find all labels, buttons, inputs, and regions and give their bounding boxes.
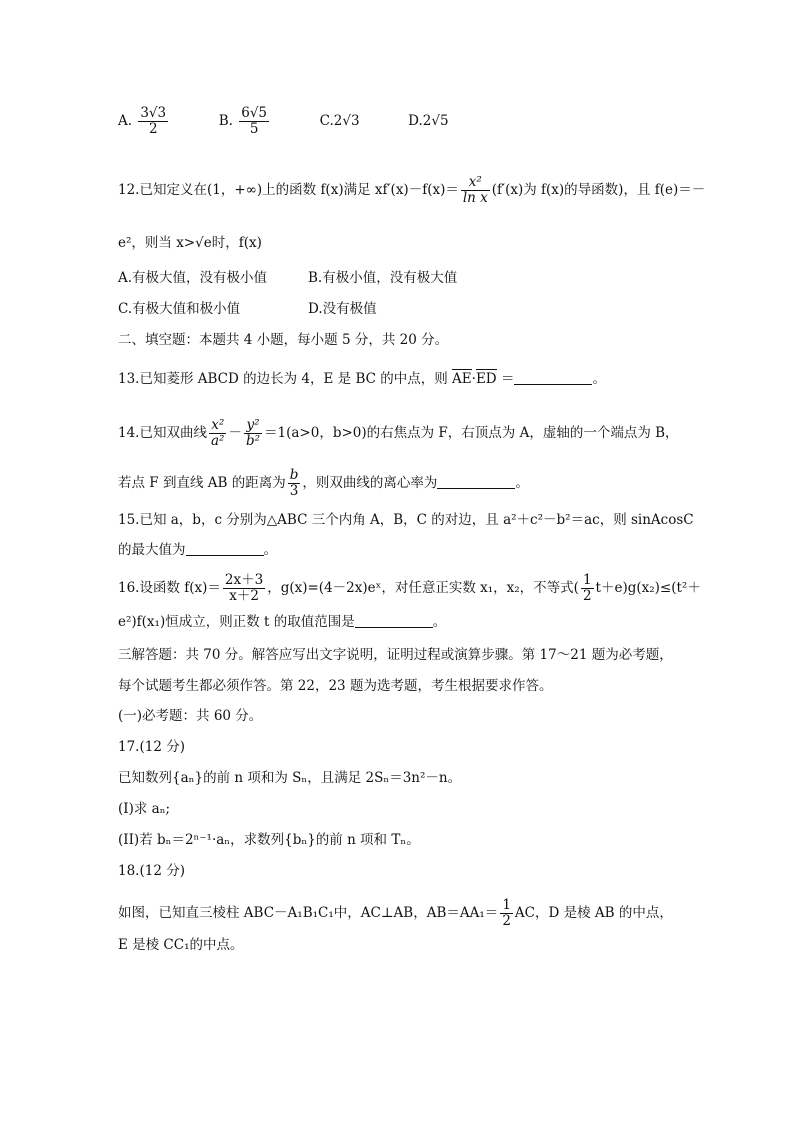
vector-ae: AE xyxy=(452,371,472,387)
q12-option-a: A.有极大值，没有极小值 xyxy=(118,270,268,286)
q15-stem: 15.已知 a，b，c 分别为△ABC 三个内角 A，B，C 的对边，且 a²＋c²－b²＝ac，则 sinAcosC xyxy=(118,512,694,528)
q16-stem-line2: e²)f(x₁)恒成立，则正数 t 的取值范围是 。 xyxy=(118,614,447,630)
q12-stem: 12.已知定义在(1，+∞)上的函数 f(x)满足 xf′(x)－f(x)＝ $\frac{\text{x²}}{\text{ln x}}$ (f′(x)为 f(x)的导函数)，且 f(e)＝－ xyxy=(118,174,706,206)
q14-stem: 14.已知双曲线 $\frac{\text{x²}}{\text{a²}}$ － $\frac{\text{y²}}{\text{b²}}$ ＝1(a>0，b>0)的右焦点为 F，右顶点为 A，虚轴的一个端点为 B， xyxy=(118,417,679,449)
section-2-heading: 二、填空题：本题共 4 小题，每小题 5 分，共 20 分。 xyxy=(118,332,449,348)
option-a: A. $\frac{3√3}{2}$ xyxy=(118,105,167,137)
q12-fraction: $\frac{\text{x²}}{\text{ln x}}$ xyxy=(462,174,488,206)
q16-half-fraction: $\frac{1}{2}$ xyxy=(582,572,592,604)
q14-answer-blank[interactable] xyxy=(437,474,515,489)
q14-stem-line2: 若点 F 到直线 AB 的距离为 $\frac{b}{3}$ ，则双曲线的离心率为 。 xyxy=(118,467,529,499)
q12-option-d: D.没有极值 xyxy=(308,301,377,317)
vector-ed: ED xyxy=(475,371,497,387)
option-b-fraction: $\frac{6√5}{5}$ xyxy=(241,105,268,137)
q13: 13.已知菱形 ABCD 的边长为 4，E 是 BC 的中点，则 AE·ED ＝ 。 xyxy=(118,371,606,387)
q18-heading: 18.(12 分) xyxy=(118,863,185,879)
option-b: B. $\frac{6√5}{5}$ xyxy=(218,105,268,137)
required-section-heading: (一)必考题：共 60 分。 xyxy=(118,708,263,724)
q11-options xyxy=(118,106,449,137)
q18-half-fraction: $\frac{1}{2}$ xyxy=(502,897,511,929)
section-3-heading: 三解答题：共 70 分。解答应写出文字说明，证明过程或演算步骤。第 17～21 题为必考题， xyxy=(118,647,673,663)
q15-answer-blank[interactable] xyxy=(186,541,264,556)
q16-answer-blank[interactable] xyxy=(355,613,433,628)
q13-answer-blank[interactable] xyxy=(514,370,592,385)
q14-x-fraction: $\frac{\text{x²}}{\text{a²}}$ xyxy=(210,417,225,449)
q14-b-fraction: $\frac{b}{3}$ xyxy=(289,467,299,499)
q15-stem-line2: 的最大值为 。 xyxy=(118,542,277,558)
q17-stem: 已知数列{aₙ}的前 n 项和为 Sₙ，且满足 2Sₙ＝3n²－n。 xyxy=(118,770,462,786)
q17-part-1: (I)求 aₙ; xyxy=(118,801,171,817)
q12-stem-line2: e²，则当 x>√e时，f(x) xyxy=(118,235,262,251)
q18-stem-line2: E 是棱 CC₁的中点。 xyxy=(118,937,244,953)
q18-stem: 如图，已知直三棱柱 ABC－A₁B₁C₁中，AC⊥AB，AB＝AA₁＝ $\frac{1}{2}$ AC，D 是棱 AB 的中点， xyxy=(118,897,673,929)
q14-y-fraction: $\frac{\text{y²}}{\text{b²}}$ xyxy=(245,417,261,449)
q16-stem: 16.设函数 f(x)＝ $\frac{2x+3}{x+2}$ ，g(x)=(4－2x)eˣ，对任意正实数 x₁，x₂，不等式( $\frac{1}{2}$ t＋e)g(x₂)≤(t²＋ xyxy=(118,572,701,604)
option-c: C.2√3 xyxy=(319,113,360,129)
q17-part-2: (II)若 bₙ＝2ⁿ⁻¹·aₙ，求数列{bₙ}的前 n 项和 Tₙ。 xyxy=(118,832,420,848)
option-d: D.2√5 xyxy=(408,113,449,129)
option-a-fraction: $\frac{3√3}{2}$ xyxy=(140,105,167,137)
q12-option-b: B.有极小值，没有极大值 xyxy=(308,270,458,286)
section-3-heading-line2: 每个试题考生都必须作答。第 22，23 题为选考题，考生根据要求作答。 xyxy=(118,678,553,694)
q17-heading: 17.(12 分) xyxy=(118,739,185,755)
q12-option-c: C.有极大值和极小值 xyxy=(118,301,241,317)
q16-f-fraction: $\frac{2x+3}{x+2}$ xyxy=(224,572,264,604)
